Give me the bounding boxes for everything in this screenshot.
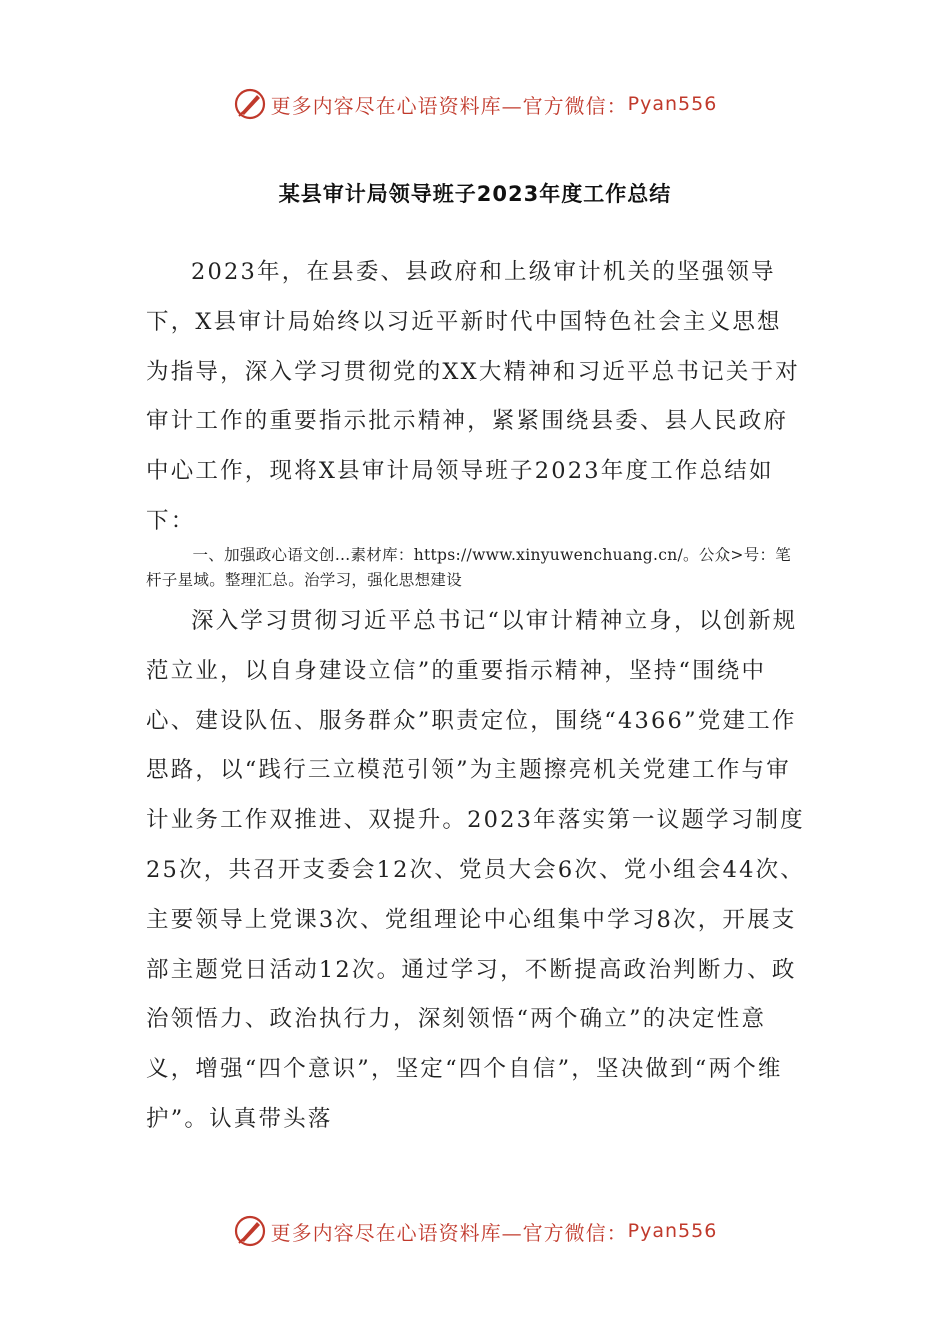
pen-seal-logo-icon bbox=[233, 1214, 267, 1248]
intro-paragraph: 2023年，在县委、县政府和上级审计机关的坚强领导下，X县审计局始终以习近平新时代中国特色社会主义思想为指导，深入学习贯彻党的XX大精神和习近平总书记关于对审计工作的重要指示批示精神，紧紧围绕县委、县人民政府中心工作，现将X县审计局领导班子2023年度工作总结如下： bbox=[146, 259, 800, 534]
header-watermark-banner bbox=[0, 84, 950, 124]
banner-wechat-id: Pyan556 bbox=[627, 93, 718, 115]
banner-text: 更多内容尽在心语资料库—官方微信： bbox=[270, 93, 628, 118]
footer-watermark-banner bbox=[0, 1211, 950, 1251]
section-heading-1: 一、加强政心语文创…素材库：https://www.xinyuwenchuang.cn/。公众>号：笔杆子星域。整理汇总。治学习，强化思想建设 bbox=[146, 546, 792, 589]
banner-wechat-id: Pyan556 bbox=[627, 1220, 718, 1242]
banner-text: 更多内容尽在心语资料库—官方微信： bbox=[270, 1220, 628, 1245]
document-title: 某县审计局领导班子2023年度工作总结 bbox=[278, 182, 672, 206]
section-1-paragraph: 深入学习贯彻习近平总书记“以审计精神立身，以创新规范立业，以自身建设立信”的重要指示精神，坚持“围绕中心、建设队伍、服务群众”职责定位，围绕“4366”党建工作思路，以“践行三立模范引领”为主题擦亮机关党建工作与审计业务工作双推进、双提升。2023年落实第一议题学习制度25次，共召开支委会12次、党员大会6次、党小组会44次、主要领导上党课3次、党组理论中心组集中学习8次，开展支部主题党日活动12次。通过学习，不断提高政治判断力、政治领悟力、政治执行力，深刻领悟“两个确立”的决定性意义，增强“四个意识”，坚定“四个自信”，坚决做到“两个维护”。认真带头落 bbox=[146, 608, 806, 1132]
pen-seal-logo-icon bbox=[233, 87, 267, 121]
